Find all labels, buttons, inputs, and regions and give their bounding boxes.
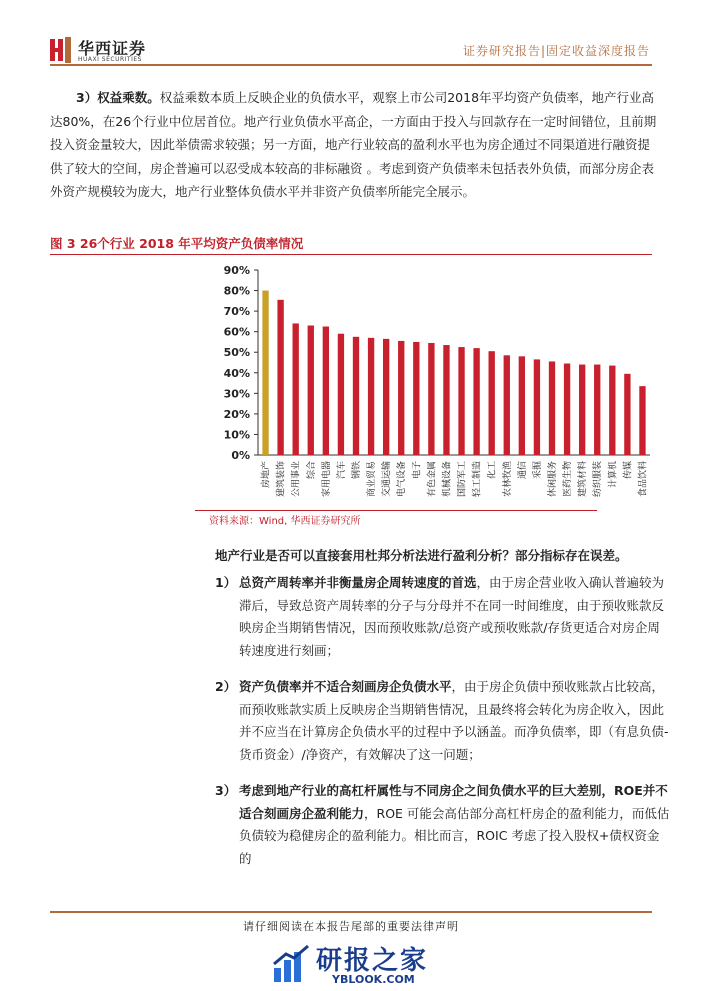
x-tick-label: 房地产 xyxy=(261,461,272,489)
point-text: ，由于房企负债中预收账款占比较高，而预收账款实质上反映房企当期销售情况，且最终将会转化为房企收入，因此并不应当在计算房企负债水平的过程中予以涵盖。而净负债率，即（有息负债-货币资金）/净资产，有效解决了这一问题； xyxy=(239,679,669,762)
bar-3 xyxy=(293,323,299,455)
x-tick-label: 交通运输 xyxy=(382,461,393,498)
x-tick-label: 有色金属 xyxy=(427,461,438,498)
x-tick-label: 钢铁 xyxy=(352,461,362,480)
intro-paragraph xyxy=(50,86,658,204)
x-tick-label: 汽车 xyxy=(336,461,347,480)
y-tick-label: 80% xyxy=(223,284,250,298)
bar-17 xyxy=(504,355,510,455)
bar-14 xyxy=(458,347,464,455)
bar-7 xyxy=(353,337,359,455)
header-divider xyxy=(50,64,652,66)
legal-notice: 请仔细阅读在本报告尾部的重要法律声明 xyxy=(243,920,459,933)
figure-source: 资料来源：Wind, 华西证券研究所 xyxy=(209,516,361,527)
bar-26 xyxy=(639,386,645,455)
bar-18 xyxy=(519,356,525,455)
bar-1 xyxy=(262,291,268,455)
y-tick-label: 0% xyxy=(231,449,250,462)
bar-16 xyxy=(489,351,495,455)
bar-21 xyxy=(564,364,570,455)
intro-body: 权益乘数本质上反映企业的负债水平，观察上市公司2018年平均资产负债率，地产行业高达80%，在26个行业中位居首位。地产行业负债水平高企，一方面由于投入与回款存在一定时间错位，且前期投入资金量较大，因此举债需求较强；另一方面，地产行业较高的盈利水平也为房企通过不同渠道进行融资提供了较大的空间，房企普遍可以忍受成本较高的非标融资 。考虑到资产负债率未包括表外负债，而部分房企表外资产规模较为庞大，地产行业整体负债水平并非资产负债率所能完全展示。 xyxy=(50,90,657,199)
x-tick-label: 化工 xyxy=(487,461,498,480)
point-bold: 总资产周转率并非衡量房企周转速度的首选 xyxy=(239,575,477,590)
point-number: 1） xyxy=(215,575,237,590)
bar-11 xyxy=(413,342,419,455)
x-tick-label: 电子 xyxy=(412,461,423,480)
x-tick-label: 商业贸易 xyxy=(367,461,378,498)
bar-19 xyxy=(534,359,540,455)
x-tick-label: 通信 xyxy=(517,461,528,480)
y-tick-label: 50% xyxy=(223,346,250,360)
x-tick-label: 计算机 xyxy=(608,461,619,489)
y-tick-label: 60% xyxy=(223,325,250,339)
x-tick-label: 国防军工 xyxy=(457,461,468,498)
debt-ratio-bar-chart xyxy=(196,256,656,510)
point-item-2 xyxy=(215,676,671,766)
x-tick-label: 家用电器 xyxy=(321,461,332,498)
bar-6 xyxy=(338,334,344,455)
bar-8 xyxy=(368,338,374,455)
bar-2 xyxy=(277,300,283,455)
figure-title: 图 3 26个行业 2018 年平均资产负债率情况 xyxy=(50,236,304,251)
x-tick-label: 电气设备 xyxy=(397,461,408,498)
y-tick-label: 40% xyxy=(223,366,250,380)
footer-divider xyxy=(50,911,652,913)
point-item-3 xyxy=(215,780,671,870)
x-tick-label: 建筑材料 xyxy=(578,461,589,498)
x-tick-label: 轻工制造 xyxy=(472,461,483,498)
x-tick-label: 食品饮料 xyxy=(638,461,649,498)
watermark xyxy=(270,940,450,988)
bar-4 xyxy=(308,326,314,456)
point-text: ，ROE 可能会高估部分高杠杆房企的盈利能力，而低估负债较为稳健房企的盈利能力。相比而言，ROIC 考虑了投入股权+债权资金的 xyxy=(239,805,670,866)
logo-text-cn: 华西证券 xyxy=(78,39,147,58)
huaxi-logo-icon xyxy=(50,37,72,63)
bar-15 xyxy=(473,348,479,455)
y-tick-label: 20% xyxy=(223,407,250,421)
x-tick-label: 建筑装饰 xyxy=(276,461,287,498)
point-bold: 考虑到地产行业的高杠杆属性与不同房企之间负债水平的巨大差别，ROE并不适合刻画房企盈利能力 xyxy=(239,783,668,821)
watermark-text-en: YBLOOK.COM xyxy=(332,973,415,986)
y-tick-label: 30% xyxy=(223,387,250,401)
point-number: 3） xyxy=(215,783,237,798)
x-tick-label: 公用事业 xyxy=(291,461,302,498)
report-type: 证券研究报告|固定收益深度报告 xyxy=(462,44,650,58)
x-tick-label: 机械设备 xyxy=(442,461,453,498)
bar-5 xyxy=(323,327,329,455)
x-tick-label: 医药生物 xyxy=(563,461,574,498)
bar-12 xyxy=(428,343,434,455)
page-header xyxy=(0,0,702,70)
bar-9 xyxy=(383,339,389,455)
bar-24 xyxy=(609,366,615,455)
bar-25 xyxy=(624,374,630,455)
watermark-text-cn: 研报之家 xyxy=(316,946,429,976)
x-tick-label: 采掘 xyxy=(532,461,543,480)
section-question: 地产行业是否可以直接套用杜邦分析法进行盈利分析？部分指标存在误差。 xyxy=(215,548,628,563)
bar-20 xyxy=(549,361,555,455)
point-bold: 资产负债率并不适合刻画房企负债水平 xyxy=(239,679,452,694)
bar-23 xyxy=(594,365,600,455)
point-item-1 xyxy=(215,572,671,662)
bar-22 xyxy=(579,365,585,455)
y-tick-label: 70% xyxy=(223,305,250,319)
point-text: ，由于房企营业收入确认普遍较为滞后，导致总资产周转率的分子与分母并不在同一时间维度，由于预收账款反映房企当期销售情况，因而预收账款/总资产或预收账款/存货更适合对房企周转速度进行刻画； xyxy=(239,575,665,658)
y-tick-label: 90% xyxy=(223,264,250,277)
x-tick-label: 休闲服务 xyxy=(548,461,558,498)
logo-text-en: HUAXI SECURITIES xyxy=(78,56,142,63)
point-number: 2） xyxy=(215,679,237,694)
bar-13 xyxy=(443,345,449,455)
bar-10 xyxy=(398,341,404,455)
x-tick-label: 传媒 xyxy=(623,461,634,480)
intro-lead: 3）权益乘数。 xyxy=(76,90,160,105)
y-tick-label: 10% xyxy=(223,428,250,442)
watermark-logo-icon xyxy=(272,944,312,984)
source-rule xyxy=(195,510,597,511)
x-tick-label: 农林牧渔 xyxy=(502,461,513,498)
x-tick-label: 纺织服装 xyxy=(593,461,604,498)
figure-title-rule xyxy=(50,254,652,255)
x-tick-label: 综合 xyxy=(306,461,317,480)
